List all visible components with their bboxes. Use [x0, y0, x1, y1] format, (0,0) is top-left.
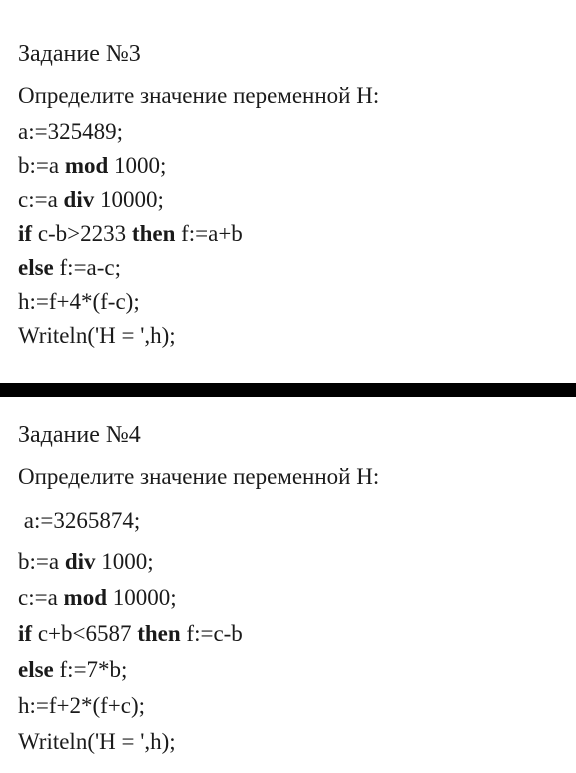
code-text: b:=a: [18, 153, 65, 178]
task-question: Определите значение переменной Н:: [18, 83, 380, 108]
code-keyword: else: [18, 657, 54, 682]
code-line: [18, 656, 127, 684]
task-4: [0, 397, 576, 773]
code-line: [18, 322, 176, 350]
code-text: 10000;: [94, 187, 164, 212]
code-line: [18, 507, 140, 535]
code-line: [18, 620, 243, 648]
code-text: c+b<6587: [32, 621, 138, 646]
code-line: [18, 584, 177, 612]
code-keyword: if: [18, 221, 33, 246]
code-keyword: then: [137, 621, 181, 646]
task-question: Определите значение переменной Н:: [18, 464, 380, 489]
code-text: 1000;: [108, 153, 167, 178]
task-3: [0, 0, 576, 382]
code-text: a:=325489;: [18, 119, 123, 144]
code-text: a:=3265874;: [18, 508, 141, 533]
code-text: Writeln('H = ',h);: [18, 729, 176, 754]
code-text: c-b>2233: [32, 221, 132, 246]
code-text: c:=a: [18, 585, 64, 610]
section-divider: [0, 383, 576, 397]
code-keyword: div: [64, 549, 96, 574]
code-text: h:=f+2*(f+c);: [18, 693, 146, 718]
code-line: [18, 186, 164, 214]
code-keyword: div: [63, 187, 95, 212]
code-line: [18, 288, 140, 316]
code-text: f:=a-c;: [53, 255, 122, 280]
code-keyword: if: [18, 621, 33, 646]
code-keyword: then: [131, 221, 176, 246]
code-keyword: mod: [63, 585, 107, 610]
code-line: [18, 548, 154, 576]
code-text: Writeln('H = ',h);: [18, 323, 176, 348]
task-title: Задание №4: [18, 422, 141, 448]
code-line: [18, 254, 121, 282]
code-line: [18, 118, 123, 146]
code-keyword: else: [18, 255, 54, 280]
code-text: 10000;: [106, 585, 177, 610]
code-text: f:=c-b: [180, 621, 243, 646]
code-line: [18, 220, 243, 248]
code-text: f:=7*b;: [53, 657, 128, 682]
task-title: Задание №3: [18, 41, 141, 67]
code-keyword: mod: [64, 153, 109, 178]
code-text: b:=a: [18, 549, 65, 574]
code-line: [18, 692, 145, 720]
code-text: 1000;: [95, 549, 154, 574]
code-line: [18, 728, 176, 756]
code-text: h:=f+4*(f-c);: [18, 289, 140, 314]
code-text: c:=a: [18, 187, 64, 212]
code-line: [18, 152, 166, 180]
code-text: f:=a+b: [175, 221, 243, 246]
